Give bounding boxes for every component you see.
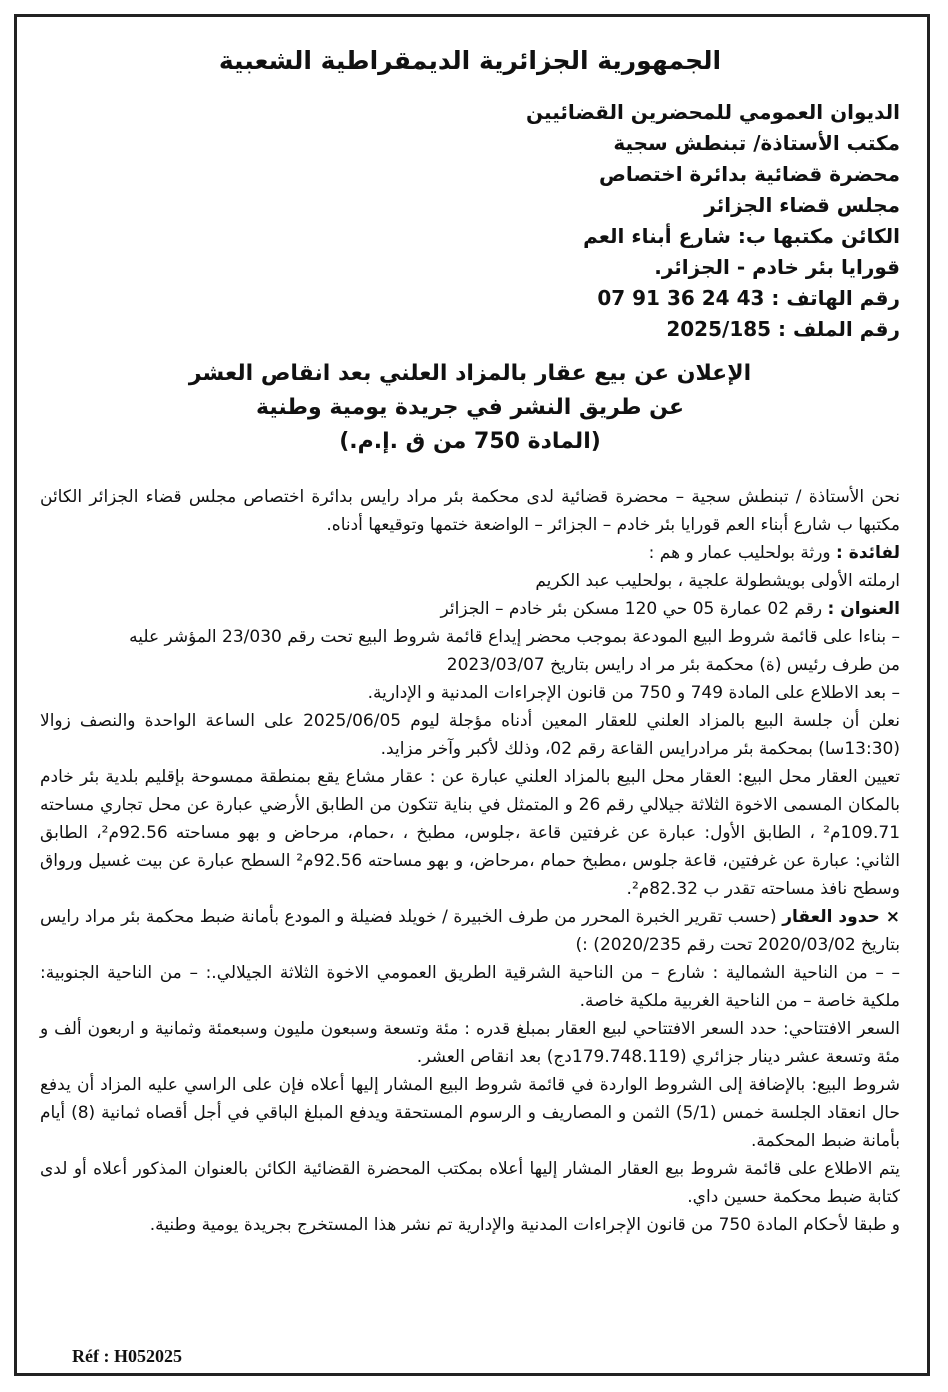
reference-code: Réf : H052025	[72, 1346, 182, 1366]
notice-body	[40, 483, 900, 1239]
deposit-paragraph: – بناءا على قائمة شروط البيع المودعة بموجب محضر إيداع قائمة شروط البيع تحت رقم 23/030 المؤشر عليه	[129, 627, 900, 647]
address-text: رقم 02 عمارة 05 حي 120 مسكن بئر خادم – الجزائر	[440, 599, 828, 619]
phone-number: رقم الهاتف : 43 24 36 91 07	[597, 286, 900, 310]
consultation-paragraph: يتم الاطلاع على قائمة شروط بيع العقار المشار إليها أعلاه بمكتب المحضرة القضائية الكائن بالعنوان المذكور أعلاه أو لدى كتابة ضبط محكمة حسين داي.	[40, 1159, 900, 1207]
notice-title	[40, 357, 900, 459]
opening-price: السعر الافتتاحي: حدد السعر الافتتاحي لبيع العقار بمبلغ قدره : مئة وتسعة وسبعون مليون وسبعمئة وثمانية و اربعون ألف و مئة وتسعة عشر دينار جزائري (179.748.119دج) بعد انقاص العشر.	[40, 1019, 900, 1067]
publication-paragraph: و طبقا لأحكام المادة 750 من قانون الإجراءات المدنية والإدارية تم نشر هذا المستخرج بجريدة يومية وطنية.	[149, 1215, 900, 1235]
republic-heading: الجمهورية الجزائرية الديمقراطية الشعبية	[218, 46, 722, 75]
header-line: مكتب الأستاذة/ تبنطش سجية	[613, 131, 900, 155]
title-article: (المادة 750 من ق .إ.م.)	[339, 429, 601, 454]
office-header	[40, 97, 900, 345]
deposit-by-line: من طرف رئيس (ة) محكمة بئر مر اد رايس بتاريخ 2023/03/07	[446, 655, 900, 675]
session-paragraph: نعلن أن جلسة البيع بالمزاد العلني للعقار المعين أدناه مؤجلة ليوم 2025/06/05 على الساعة الواحدة والنصف زوالا (13:30سا) بمحكمة بئر مرادرايس القاعة رقم 02، وذلك لأكبر وآخر مزايد.	[40, 711, 900, 759]
property-designation: تعيين العقار محل البيع: العقار محل البيع بالمزاد العلني عبارة عن : عقار مشاع يقع بمنطقة ممسوحة بإقليم بلدية بئر خادم بالمكان المسمى الاخوة الثلاثة جيلالي رقم 26 و المتمثل في بناية تتكون من الطابق الأرضي عبارة عن محل تجاري مساحته 109.71م² ، الطابق الأول: عبارة عن غرفتين قاعة ،جلوس، مطبخ ، ،حمام، مرحاض و بهو مساحته 92.56م²، الطابق الثاني: عبارة عن غرفتين، قاعة جلوس ،مطبخ حمام ،مرحاض، و بهو مساحته 92.56م² السطح عبارة عن بيت غسيل ورواق وسطح نافذ مساحته تقدر ب 82.32م².	[40, 767, 901, 899]
header-line: الديوان العمومي للمحضرين القضائيين	[526, 100, 900, 124]
header-line: الكائن مكتبها ب: شارع أبناء العم	[583, 224, 900, 248]
header-line: محضرة قضائية بدائرة اختصاص	[599, 162, 900, 186]
address-label: العنوان :	[827, 599, 900, 619]
notice-document	[40, 40, 900, 1239]
beneficiary-text: ورثة بولحليب عمار و هم :	[648, 543, 837, 563]
sale-conditions: شروط البيع: بالإضافة إلى الشروط الواردة في قائمة شروط البيع المشار إليها أعلاه فإن على الراسي عليه المزاد أن يدفع حال انعقاد الجلسة خمس (5/1) الثمن و المصاريف و الرسوم المستحقة ويدفع المبلغ الباقي في أجل أقصاه ثمانية (8) أيام بأمانة ضبط المحكمة.	[40, 1075, 900, 1151]
limits-text: (حسب تقرير الخبرة المحرر من طرف الخبيرة / خويلد فضيلة و المودع بأمانة ضبط محكمة بئر مراد رايس بتاريخ 2020/03/02 تحت رقم 2020/235) :)	[40, 907, 900, 955]
header-line: مجلس قضاء الجزائر	[704, 193, 900, 217]
address-line	[40, 595, 900, 623]
limits-label: × حدود العقار	[782, 907, 901, 927]
heirs-line: ارملته الأولى بويشطولة علجية ، بولحليب عبد الكريم	[535, 571, 900, 591]
file-number: رقم الملف : 2025/185	[666, 317, 900, 341]
title-line: الإعلان عن بيع عقار بالمزاد العلني بعد انقاص العشر	[188, 361, 752, 386]
title-line: عن طريق النشر في جريدة يومية وطنية	[256, 395, 684, 420]
articles-line: – بعد الاطلاع على المادة 749 و 750 من قانون الإجراءات المدنية و الإدارية.	[367, 683, 900, 703]
boundaries-paragraph: – – من الناحية الشمالية : شارع – من الناحية الشرقية الطريق العمومي الاخوة الثلاثة الجيلالي.: – من الناحية الجنوبية: ملكية خاصة – من الناحية الغربية ملكية خاصة.	[40, 963, 900, 1011]
intro-paragraph: نحن الأستاذة / تبنطش سجية – محضرة قضائية لدى محكمة بئر مراد رايس بدائرة اختصاص مجلس قضاء الجزائر الكائن مكتبها ب شارع أبناء العم قورايا بئر خادم – الجزائر – الواضعة ختمها وتوقيعها أدناه.	[40, 487, 900, 535]
beneficiary-label: لفائدة :	[836, 543, 900, 563]
property-limits	[40, 903, 900, 959]
header-line: قورايا بئر خادم - الجزائر.	[654, 255, 900, 279]
beneficiary-line	[40, 539, 900, 567]
